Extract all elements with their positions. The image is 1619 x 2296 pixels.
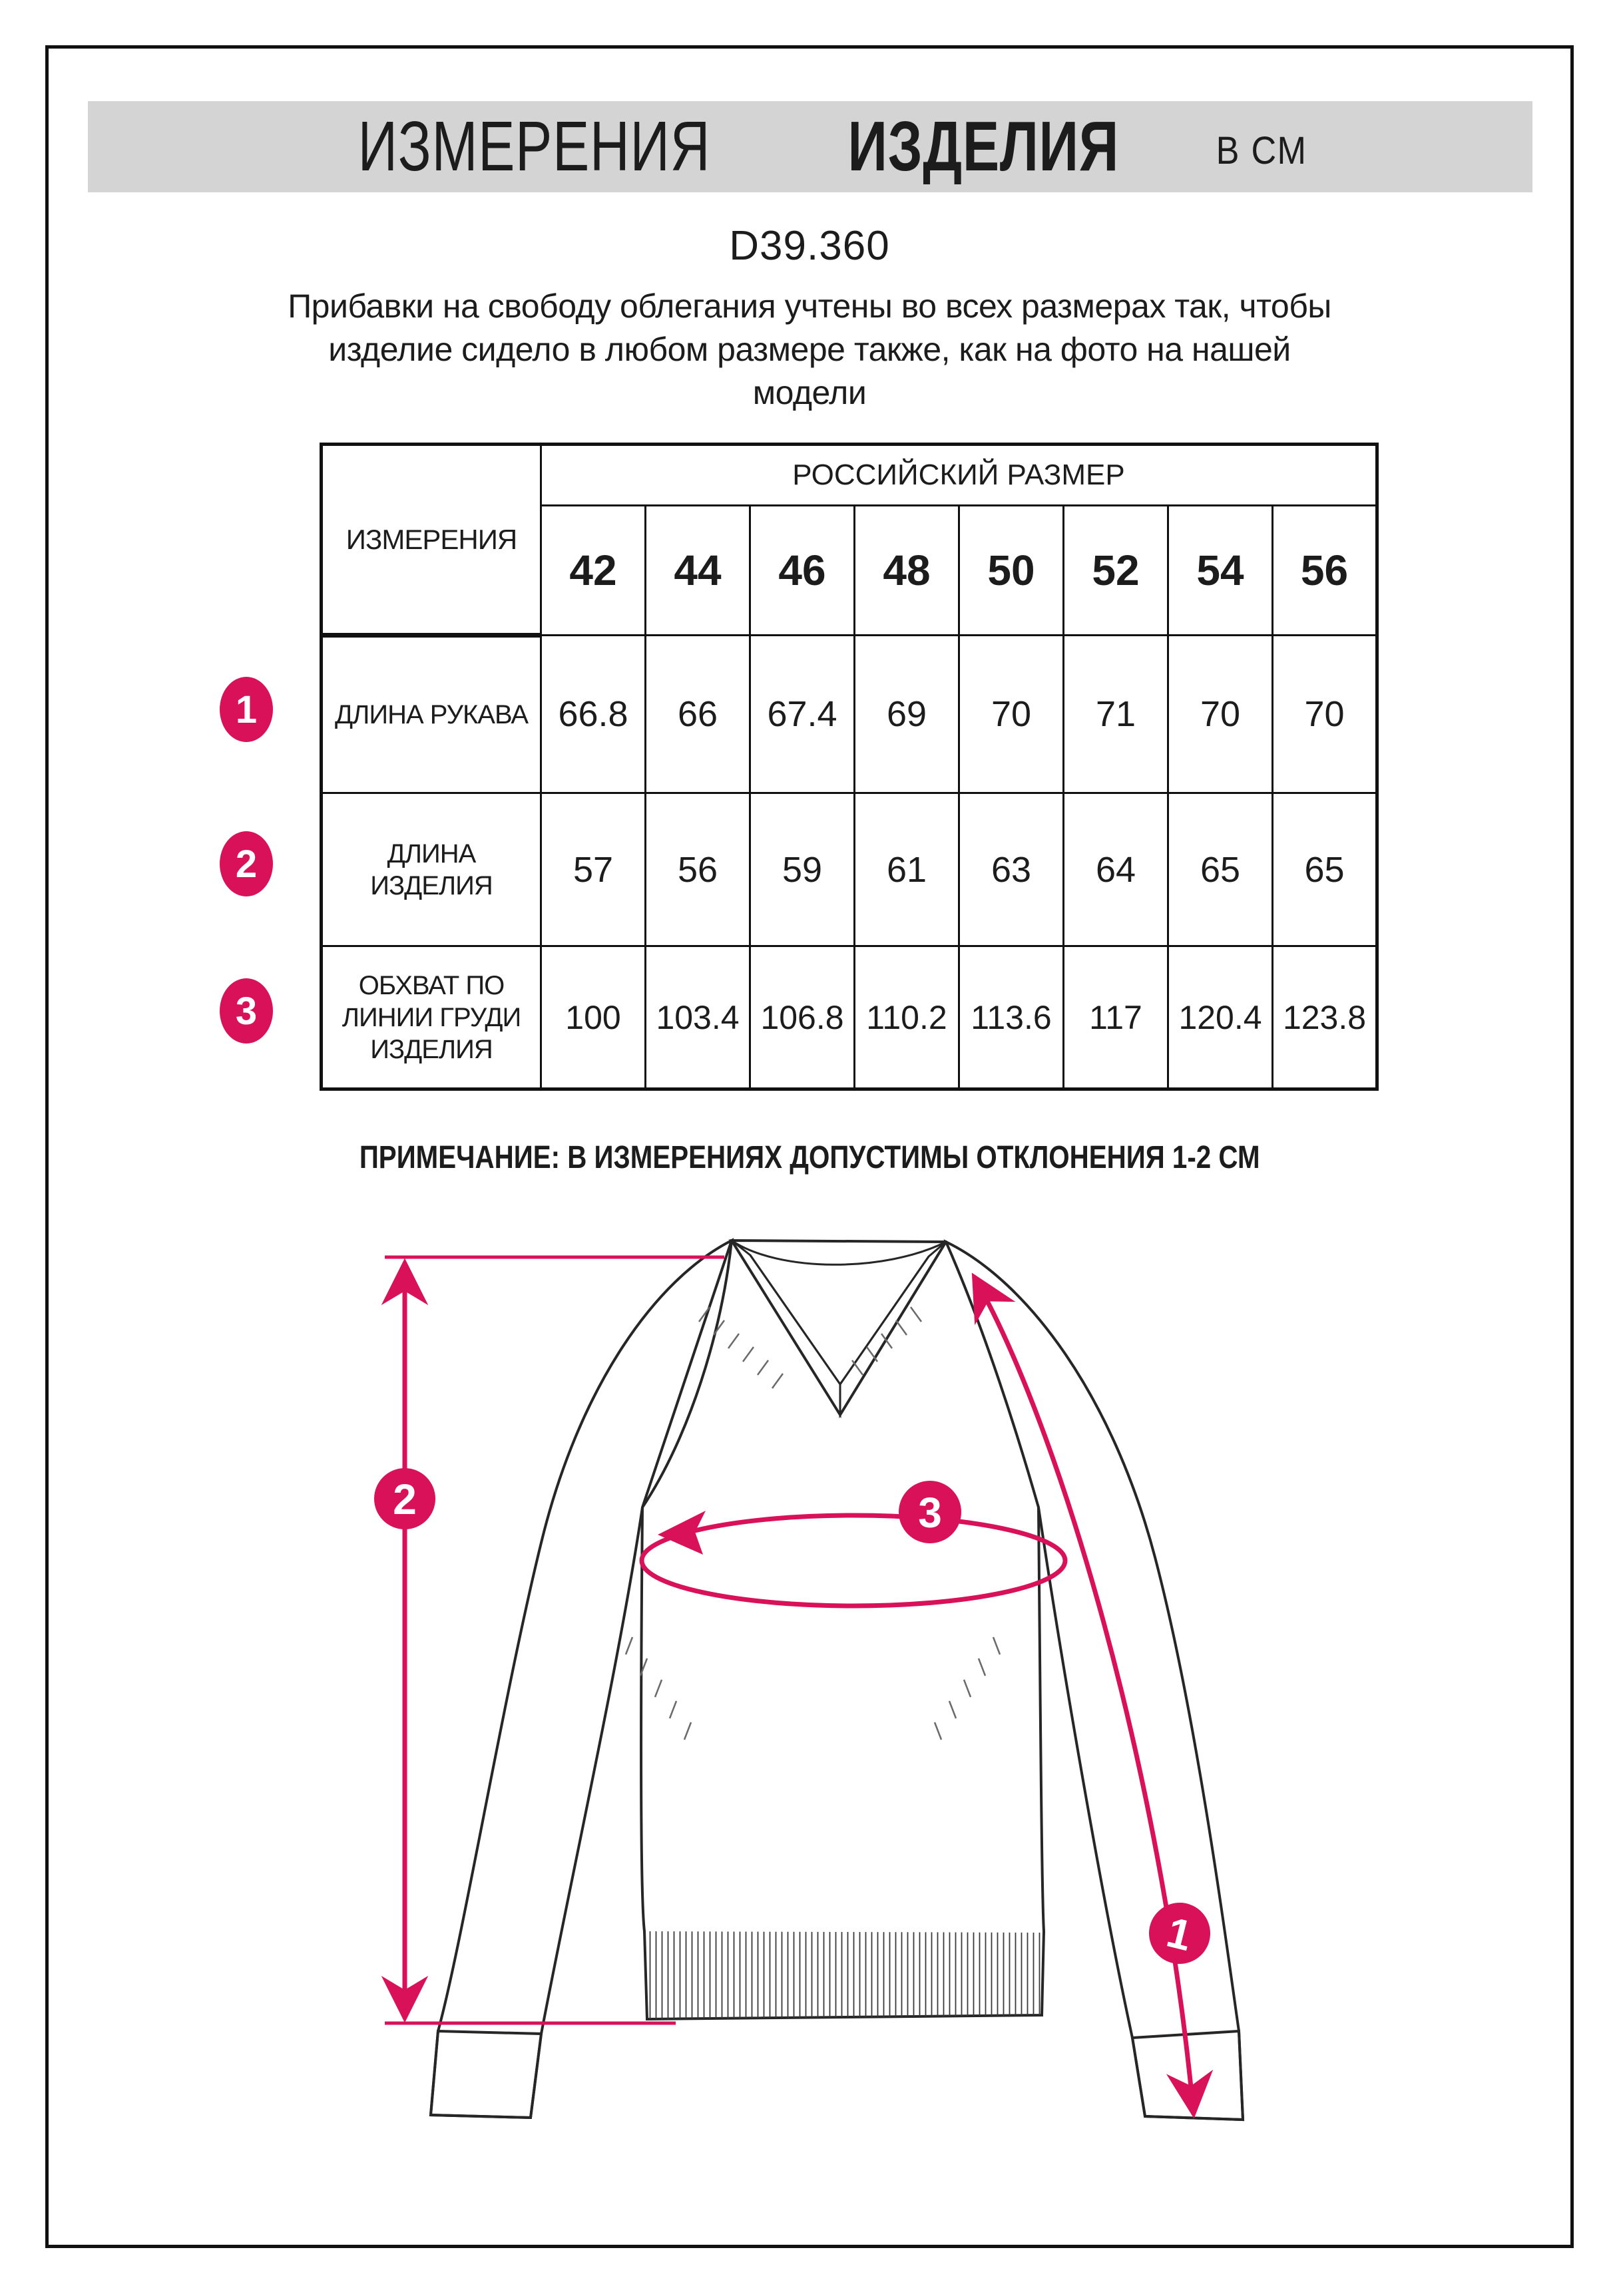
size-header: 50	[959, 506, 1064, 636]
table-value: 66.8	[541, 636, 646, 793]
diagram-badge-3	[899, 1481, 961, 1543]
row-label-line: ИЗДЕЛИЯ	[370, 870, 493, 900]
table-value: 70	[1168, 636, 1273, 793]
table-value: 63	[959, 793, 1064, 946]
table-size-group-header: РОССИЙСКИЙ РАЗМЕР	[541, 445, 1377, 506]
table-corner-label: ИЗМЕРЕНИЯ	[322, 445, 541, 636]
diagram-badge-1-number: 1	[1162, 1907, 1197, 1961]
diagram-badge-2-number: 2	[393, 1475, 417, 1523]
title-word-product: ИЗДЕЛИЯ	[847, 107, 1120, 186]
row-label-line: ИЗДЕЛИЯ	[370, 1034, 493, 1064]
table-value: 70	[1273, 636, 1377, 793]
row-number-badge-1: 1	[220, 677, 273, 742]
table-value: 65	[1273, 793, 1377, 946]
fit-note-line: модели	[752, 374, 867, 411]
size-header: 44	[646, 506, 750, 636]
table-value: 61	[855, 793, 959, 946]
table-value: 100	[541, 946, 646, 1089]
row-label-line: ОБХВАТ ПО	[358, 970, 505, 1000]
row-label-line: ЛИНИИ ГРУДИ	[342, 1002, 521, 1032]
table-value: 57	[541, 793, 646, 946]
table-value: 70	[959, 636, 1064, 793]
table-value: 120.4	[1168, 946, 1273, 1089]
table-value: 117	[1064, 946, 1168, 1089]
size-header: 52	[1064, 506, 1168, 636]
size-header: 54	[1168, 506, 1273, 636]
row-number-badge-3: 3	[220, 978, 273, 1044]
diagram-badge-2	[374, 1468, 435, 1529]
table-value: 113.6	[959, 946, 1064, 1089]
table-value: 106.8	[750, 946, 855, 1089]
fit-note-line: изделие сидело в любом размере также, как на фото на нашей	[328, 331, 1291, 368]
body-panel	[641, 1241, 1044, 2019]
size-header: 46	[750, 506, 855, 636]
product-code: D39.360	[729, 223, 890, 269]
table-value: 67.4	[750, 636, 855, 793]
table-value: 69	[855, 636, 959, 793]
row-label-line: ДЛИНА РУКАВА	[335, 700, 528, 729]
table-value: 110.2	[855, 946, 959, 1089]
title-word-measurements: ИЗМЕРЕНИЯ	[357, 107, 711, 186]
table-value: 71	[1064, 636, 1168, 793]
table-value: 66	[646, 636, 750, 793]
diagram-badge-3-number: 3	[918, 1489, 942, 1537]
table-value: 65	[1168, 793, 1273, 946]
table-value: 56	[646, 793, 750, 946]
size-header: 48	[855, 506, 959, 636]
table-value: 64	[1064, 793, 1168, 946]
tolerance-note-text: ПРИМЕЧАНИЕ: В ИЗМЕРЕНИЯХ ДОПУСТИМЫ ОТКЛОНЕНИЯ 1-2 СМ	[359, 1140, 1260, 1175]
title-unit: В СМ	[1216, 129, 1307, 172]
row-label-line: ДЛИНА	[387, 839, 476, 868]
table-value: 123.8	[1273, 946, 1377, 1089]
row-number-badge-2: 2	[220, 831, 273, 896]
table-value: 59	[750, 793, 855, 946]
size-header: 42	[541, 506, 646, 636]
size-header: 56	[1273, 506, 1377, 636]
hem-ribbing	[644, 1931, 1044, 2019]
table-value: 103.4	[646, 946, 750, 1089]
fit-note-line: Прибавки на свободу облегания учтены во всех размерах так, чтобы	[288, 287, 1331, 325]
